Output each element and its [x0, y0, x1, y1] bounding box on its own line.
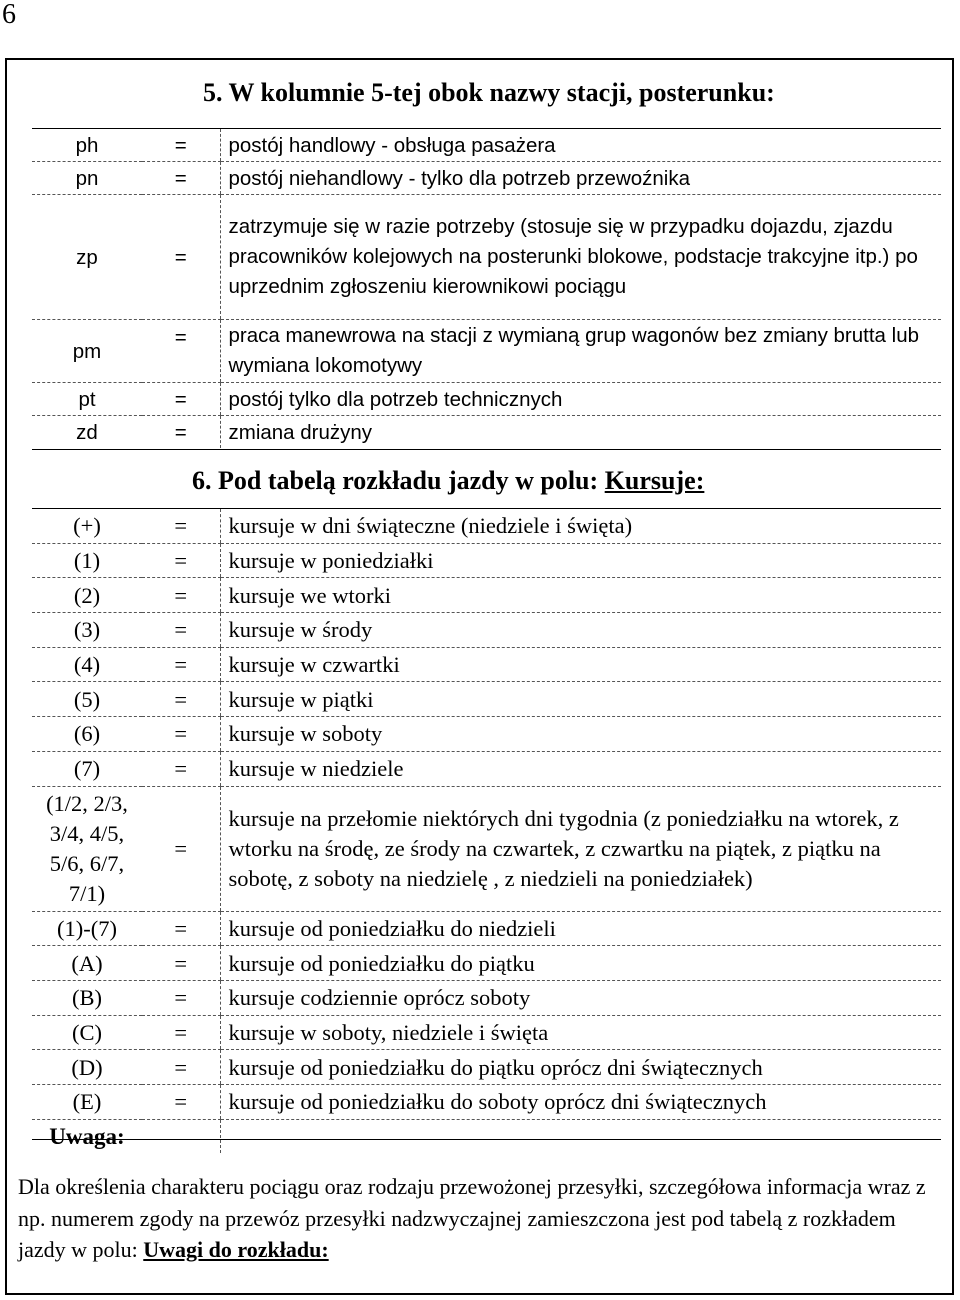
row-description-empty: [220, 1119, 941, 1153]
row-equals: =: [142, 509, 220, 543]
row-description: postój tylko dla potrzeb technicznych: [220, 383, 941, 416]
row-description: zmiana drużyny: [220, 416, 941, 449]
row-equals: =: [142, 786, 220, 911]
row-equals: =: [142, 980, 220, 1015]
row-equals: =: [142, 1050, 220, 1085]
row-description: postój niehandlowy - tylko dla potrzeb przewoźnika: [220, 162, 941, 195]
row-description: kursuje w środy: [220, 613, 941, 648]
row-code: (+): [32, 509, 142, 543]
row-description: kursuje od poniedziałku do niedzieli: [220, 911, 941, 946]
row-code: (A): [32, 946, 142, 981]
table-row-uwaga: [32, 1119, 941, 1153]
row-equals: =: [142, 682, 220, 717]
section-5-table: [32, 129, 941, 448]
table-row: [32, 682, 941, 717]
row-code: pn: [32, 162, 142, 195]
row-code: (D): [32, 1050, 142, 1085]
row-equals: =: [142, 1084, 220, 1119]
table-row: [32, 1015, 941, 1050]
row-equals: =: [142, 543, 220, 578]
row-equals: =: [142, 162, 220, 195]
row-code: (5): [32, 682, 142, 717]
row-code: (1): [32, 543, 142, 578]
table-row: [32, 980, 941, 1015]
page-number: 6: [2, 0, 16, 30]
row-equals: =: [142, 647, 220, 682]
row-code: (2): [32, 578, 142, 613]
section-6-heading: [192, 466, 704, 496]
row-code: zp: [32, 195, 142, 320]
section-5-heading: 5. W kolumnie 5-tej obok nazwy stacji, posterunku:: [203, 78, 775, 107]
row-description: kursuje w soboty, niedziele i święta: [220, 1015, 941, 1050]
table-row: [32, 786, 941, 911]
row-description: kursuje we wtorki: [220, 578, 941, 613]
row-code: (1)-(7): [32, 911, 142, 946]
note-text: Dla określenia charakteru pociągu oraz rodzaju przewożonej przesyłki, szczegółowa informacja wraz z np. numerem zgody na przewóz przesyłki nadzwyczajnej zamieszczona jest pod tabelą z rozkładem jazdy w polu:: [18, 1174, 926, 1262]
row-description: kursuje od poniedziałku do piątku: [220, 946, 941, 981]
row-description: zatrzymuje się w razie potrzeby (stosuje się w przypadku dojazdu, zjazdu pracowników kolejowych na posterunki blokowe, podstacje trakcyjne itp.) po uprzednim zgłoszeniu kierownikowi pociągu: [220, 195, 941, 320]
section-5-bottom-rule: [32, 449, 941, 450]
row-description: postój handlowy - obsługa pasażera: [220, 129, 941, 162]
table-row: [32, 543, 941, 578]
row-equals: =: [142, 613, 220, 648]
row-description: kursuje od poniedziałku do piątku oprócz dni świątecznych: [220, 1050, 941, 1085]
row-code: (B): [32, 980, 142, 1015]
table-row: [32, 320, 941, 383]
row-equals: =: [142, 751, 220, 786]
row-code: ph: [32, 129, 142, 162]
table-row: [32, 416, 941, 449]
row-equals: =: [142, 383, 220, 416]
row-code: (3): [32, 613, 142, 648]
row-equals: =: [142, 717, 220, 752]
table-row: [32, 578, 941, 613]
row-description: kursuje w soboty: [220, 717, 941, 752]
table-row: [32, 162, 941, 195]
table-row: [32, 129, 941, 162]
table-row: [32, 613, 941, 648]
row-description: kursuje od poniedziałku do soboty oprócz dni świątecznych: [220, 1084, 941, 1119]
table-row: [32, 911, 941, 946]
row-description: kursuje codziennie oprócz soboty: [220, 980, 941, 1015]
uwagi-field-label: Uwagi do rozkładu:: [143, 1237, 329, 1262]
row-code: pm: [32, 320, 142, 383]
row-description: kursuje w dni świąteczne (niedziele i święta): [220, 509, 941, 543]
row-equals: =: [142, 129, 220, 162]
row-equals: =: [142, 911, 220, 946]
section-6-heading-prefix: 6. Pod tabelą rozkładu jazdy w polu:: [192, 466, 605, 495]
uwaga-label: Uwaga:: [49, 1123, 125, 1149]
table-row: [32, 946, 941, 981]
table-row: [32, 1084, 941, 1119]
row-equals: =: [142, 1015, 220, 1050]
row-equals: =: [142, 195, 220, 320]
section-6-table: [32, 509, 941, 1153]
note-paragraph: [18, 1171, 938, 1266]
row-equals: =: [142, 946, 220, 981]
row-description: kursuje na przełomie niektórych dni tygodnia (z poniedziałku na wtorek, z wtorku na środę, ze środy na czwartek, z czwartku na piątek, z piątku na sobotę, z soboty na niedzielę , z niedzieli na poniedziałek): [220, 786, 941, 911]
row-code: (4): [32, 647, 142, 682]
row-equals: =: [142, 578, 220, 613]
table-row: [32, 509, 941, 543]
row-description: kursuje w czwartki: [220, 647, 941, 682]
row-code: (E): [32, 1084, 142, 1119]
section-6-bottom-rule: [32, 1139, 941, 1140]
row-description: praca manewrowa na stacji z wymianą grup wagonów bez zmiany brutta lub wymiana lokomotywy: [220, 320, 941, 383]
table-row: [32, 383, 941, 416]
table-row: [32, 751, 941, 786]
table-row: [32, 717, 941, 752]
row-code: pt: [32, 383, 142, 416]
table-row: [32, 647, 941, 682]
row-description: kursuje w poniedziałki: [220, 543, 941, 578]
row-code: (6): [32, 717, 142, 752]
row-equals-empty: [142, 1119, 220, 1153]
kursuje-field-label: Kursuje:: [604, 466, 705, 495]
row-description: kursuje w piątki: [220, 682, 941, 717]
row-code: (7): [32, 751, 142, 786]
row-code: (C): [32, 1015, 142, 1050]
row-description: kursuje w niedziele: [220, 751, 941, 786]
row-equals: =: [142, 320, 220, 383]
row-code: zd: [76, 420, 98, 444]
table-row: [32, 195, 941, 320]
row-equals: =: [174, 420, 187, 444]
table-row: [32, 1050, 941, 1085]
row-code: (1/2, 2/3, 3/4, 4/5, 5/6, 6/7, 7/1): [32, 786, 142, 911]
